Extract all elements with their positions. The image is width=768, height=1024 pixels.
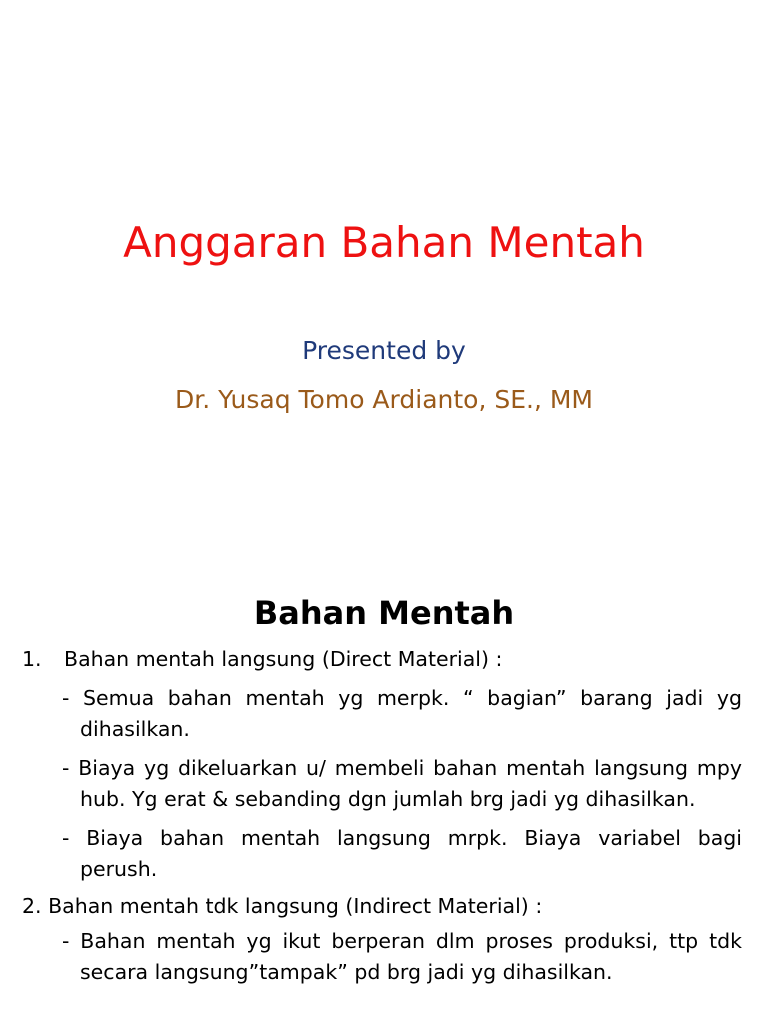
item-text: Bahan mentah langsung (Direct Material) : <box>64 647 503 671</box>
sub-point: - Biaya yg dikeluarkan u/ membeli bahan mentah langsung mpy hub. Yg erat & sebanding dgn jumlah brg jadi yg dihasilkan. <box>62 756 742 811</box>
item-number: 2. <box>22 894 42 918</box>
list-item <box>22 891 742 922</box>
item-text: Bahan mentah tdk langsung (Indirect Material) : <box>48 894 543 918</box>
item-number: 1. <box>22 647 42 671</box>
author-name: Dr. Yusaq Tomo Ardianto, SE., MM <box>174 385 593 414</box>
section-heading: Bahan Mentah <box>253 594 515 632</box>
content-slide <box>0 576 768 1024</box>
sub-point: - Bahan mentah yg ikut berperan dlm proses produksi, ttp tdk secara langsung”tampak” pd brg jadi yg dihasilkan. <box>62 929 742 984</box>
slide-title: Anggaran Bahan Mentah <box>123 218 645 267</box>
presented-by-label: Presented by <box>302 336 466 365</box>
list-item <box>22 644 742 675</box>
sub-point: - Biaya bahan mentah langsung mrpk. Biaya variabel bagi perush. <box>62 826 742 881</box>
sub-point: - Semua bahan mentah yg merpk. “ bagian” barang jadi yg dihasilkan. <box>62 686 742 741</box>
bullet-list <box>22 644 742 996</box>
